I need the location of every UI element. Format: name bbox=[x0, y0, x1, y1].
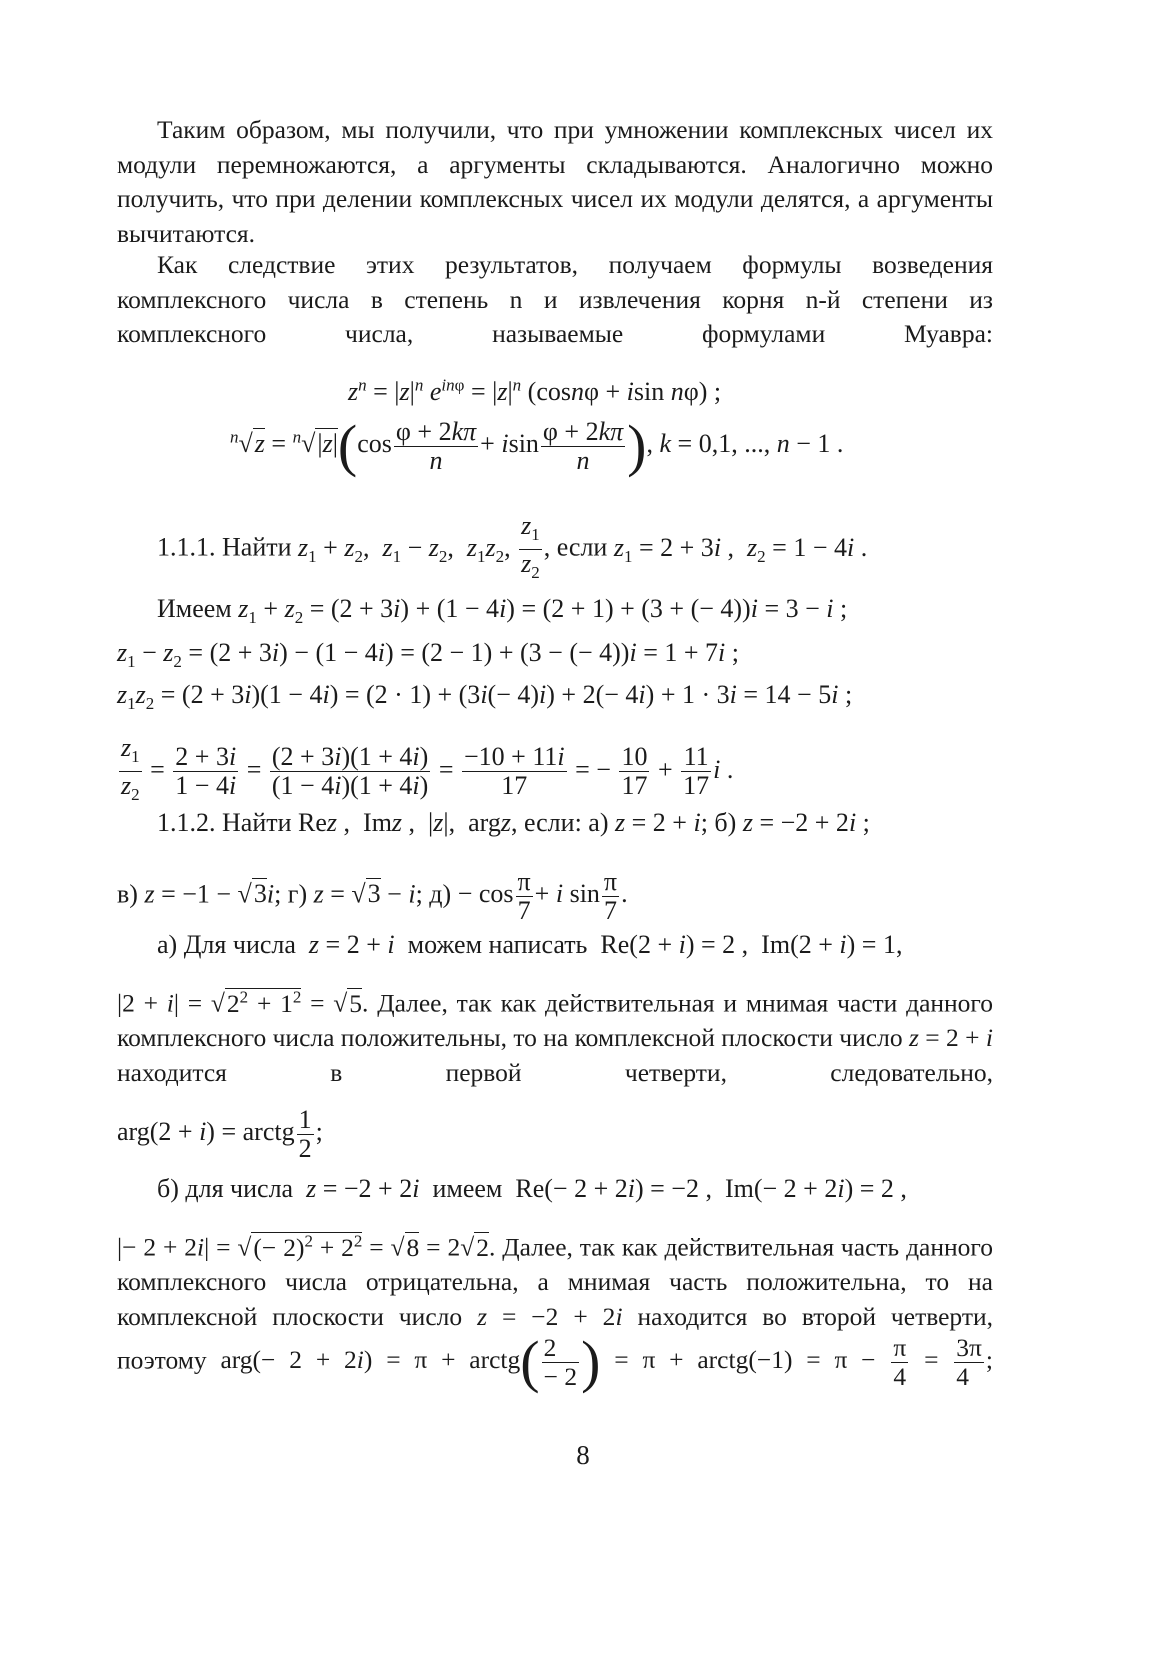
paragraph-moivre-intro: Как следствие этих результатов, получаем формулы возведения комплексного числа в степень n и извлечения корня n-й степени из комплексного числа, называемые формулами Муавра: bbox=[117, 250, 994, 348]
case-b-line1: б) для числа z = −2 + 2i имеем Re(− 2 + 2i) = −2 , Im(− 2 + 2i) = 2 , bbox=[157, 1174, 907, 1203]
exercise-1-1-1: 1.1.1. Найти $z_1 + z_2$, $z_1 - z_2$, $z_1z_2$, $\frac{z_1}{z_2}$ , если $z_1 = 2 + 3i$ , $z_2 = 1 - 4i$ . bbox=[157, 511, 868, 583]
solution-quotient: $\frac{z_1}{z_2}$ = $\frac{2 + 3i}{1 - 4i}$ = $\frac{(2 + 3i)(1 + 4i)}{(1 - 4i)(1 + 4i)}$ = $\frac{-10 + 11i}{17}$ = − $\frac{10}{17}$ + $\frac{11}{17}$ i . bbox=[121, 733, 734, 805]
paragraph-moduli: Таким образом, мы получили, что при умножении комплексных чисел их модули перемножаются, а аргументы складываются. Аналогично можно получить, что при делении комплексных чисел их модули делятся, а аргументы вычитаются. bbox=[117, 115, 993, 248]
case-b-intro: б) для числа bbox=[157, 1174, 294, 1203]
have-label: Имеем bbox=[157, 594, 232, 623]
case-b-paragraph: |− 2 + 2i| = √(− $2)^2 + 2^2 = √8 = 2√2$. Далее, так как действительная часть данного комплексного числа отрицательна, а мнимая часть положительна, то на комплексной плоскости число z = −2 + 2i находится во второй четверти, поэтому arg(− 2 + 2i) = π + arctg( $\frac{2}{- 2}$ ) = π + arctg(−1) = π − $\frac{\pi}{4}$ = $\frac{3\pi}{4}$ ; bbox=[117, 1231, 993, 1395]
label-v: в) bbox=[117, 879, 138, 909]
label-b: ; б) bbox=[700, 808, 737, 837]
case-a-write: можем написать bbox=[407, 930, 588, 959]
case-a-arg: arg(2 + i) = arctg $\frac{1}{2}$ ; bbox=[117, 1105, 323, 1163]
case-a-line1: а) Для числа z = 2 + i можем написать Re(2 + i) = 2 , Im(2 + i) = 1, bbox=[157, 930, 903, 959]
formula-root: $^n$√z = $^n$√|z|(cos $\frac{\varphi + 2k\pi}{n}$ + isin $\frac{\varphi + 2k\pi}{n}$ ), k = 0,1, ..., n − 1 . bbox=[230, 413, 844, 479]
exercise-1-1-2-cases: в) z = −1 − √3i; г) z = √3 − i; д) − cos $\frac{\pi}{7}$ + i sin $\frac{\pi}{7}$ . bbox=[117, 867, 628, 925]
solution-sum: Имеем $z_1 + z_2 = (2 + 3i) + (1 - 4i) = (2 + 1) + (3$ + (− 4))i = 3 − i ; bbox=[157, 594, 848, 628]
case-a-text1: . Далее, так как действительная и мнимая части данного комплексного числа положительны, то на комплексной плоскости число bbox=[117, 988, 993, 1052]
formula-power: $z^n = |z|^n$ $e^{in\varphi} = |z|^n$ (cosnφ + isin nφ) ; bbox=[348, 375, 722, 406]
case-a-paragraph: $|2 + i| = √2^2 + 1^2 = √5$. Далее, так как действительная и мнимая части данного комплексного числа положительны, то на комплексной плоскости число z = 2 + i находится в первой четверти, следовательно, bbox=[117, 987, 993, 1087]
para2-part3: -й степени из комплексного числа, называемые формулами Муавра: bbox=[117, 284, 994, 348]
case-a-intro: а) Для числа bbox=[157, 930, 296, 959]
exercise-1-1-2-title: 1.1.2. Найти bbox=[157, 808, 292, 837]
case-b-text1: . Далее, так как действительная часть данного комплексного числа отрицательна, а мнимая часть положительна, то на комплексной плоскости число bbox=[117, 1232, 993, 1331]
solution-product: $z_1z_2 = (2 + 3i)(1 - 4i) = (2 \cdot 1) + (3i(- 4)i) + 2(- 4i) + 1 \cdot 3i = 14 - 5i$ ; bbox=[117, 680, 853, 714]
solution-diff: $z_1 - z_2 = (2 + 3i) - (1 - 4i) = (2 - 1) + (3$ − (− 4))i = 1 + 7i ; bbox=[117, 638, 739, 672]
exercise-1-1-2: 1.1.2. Найти Rez , Imz , |z|, argz, если: а) z = 2 + i; б) z = −2 + 2i ; bbox=[157, 808, 870, 837]
exercise-1-1-1-title: 1.1.1. Найти bbox=[157, 532, 292, 562]
case-b-text2: находится во второй четверти, поэтому bbox=[117, 1301, 993, 1375]
para2-part1: Как следствие этих результатов, получаем формулы возведения комплексного числа в степень bbox=[117, 250, 993, 314]
case-b-have: имеем bbox=[432, 1174, 503, 1203]
para2-part2: и извлечения корня bbox=[543, 284, 785, 314]
page-number: 8 bbox=[576, 1440, 590, 1470]
label-d: ; д) bbox=[415, 879, 452, 909]
case-a-text2: находится в первой четверти, следовательно, bbox=[117, 1057, 993, 1087]
exercise-1-1-2-cond: , если: а) bbox=[510, 808, 609, 837]
label-g: ; г) bbox=[274, 879, 308, 909]
exercise-1-1-1-cond: , если bbox=[543, 532, 608, 562]
